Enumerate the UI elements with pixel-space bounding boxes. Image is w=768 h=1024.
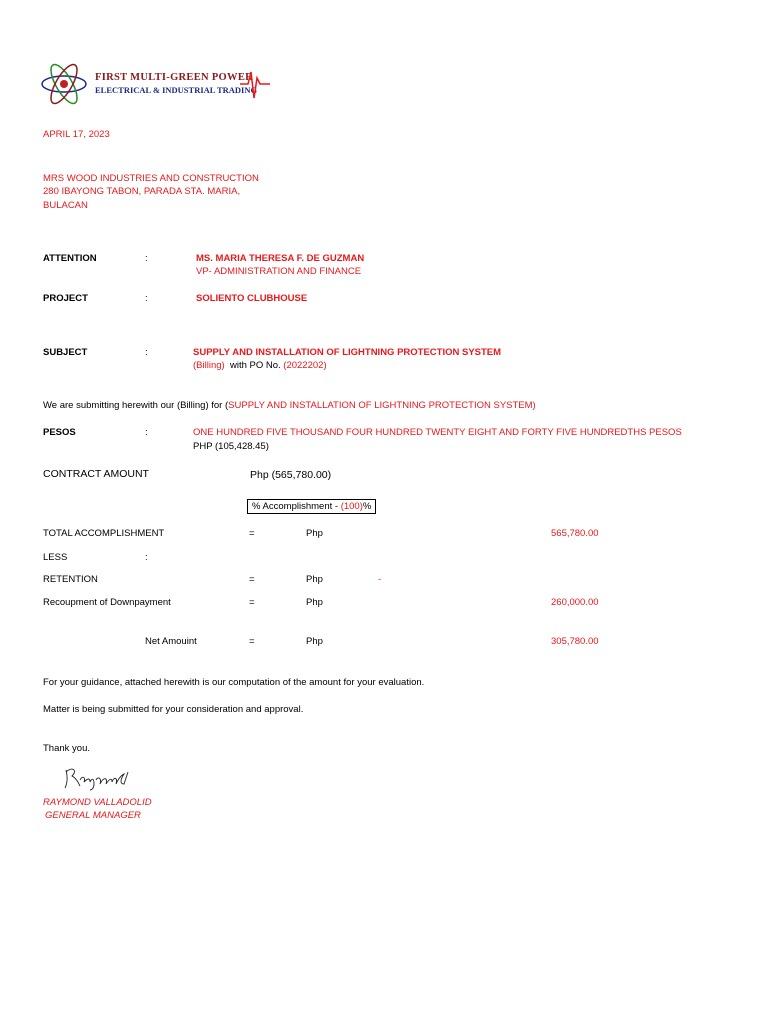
row-recoupment-currency: Php bbox=[306, 597, 323, 608]
row-retention-currency: Php bbox=[306, 574, 323, 585]
pesos-colon: : bbox=[145, 427, 148, 438]
row-less-colon: : bbox=[145, 552, 148, 563]
company-name: FIRST MULTI-GREEN POWER bbox=[95, 72, 254, 83]
atom-logo-icon bbox=[40, 60, 96, 108]
attention-name: MS. MARIA THERESA F. DE GUZMAN bbox=[196, 253, 365, 264]
row-recoupment-eq: = bbox=[249, 597, 255, 608]
pesos-label: PESOS bbox=[43, 427, 76, 438]
row-recoupment-value: 260,000.00 bbox=[551, 597, 599, 608]
accomplishment-box bbox=[247, 499, 376, 514]
row-net-value: 305,780.00 bbox=[551, 636, 599, 647]
contract-label: CONTRACT AMOUNT bbox=[43, 468, 149, 480]
thank-you-text: Thank you. bbox=[43, 743, 90, 754]
submission-subject: SUPPLY AND INSTALLATION OF LIGHTNING PROTECTION SYSTEM) bbox=[228, 400, 536, 411]
heartbeat-icon bbox=[240, 64, 270, 104]
accomplishment-prefix: % Accomplishment - bbox=[252, 501, 341, 512]
signatory-title: GENERAL MANAGER bbox=[45, 810, 141, 821]
with-po-label: with PO No. bbox=[229, 360, 281, 371]
accomplishment-suffix: % bbox=[362, 501, 372, 512]
recipient-address: 280 IBAYONG TABON, PARADA STA. MARIA, bbox=[43, 186, 241, 197]
subject-label: SUBJECT bbox=[43, 347, 88, 358]
row-net-label: Net Amouint bbox=[145, 636, 197, 647]
guidance-text: For your guidance, attached herewith is our computation of the amount for your evaluation. bbox=[43, 677, 425, 688]
recipient-company: MRS WOOD INDUSTRIES AND CONSTRUCTION bbox=[43, 173, 259, 184]
project-label: PROJECT bbox=[43, 293, 88, 304]
row-retention-eq: = bbox=[249, 574, 255, 585]
project-value: SOLIENTO CLUBHOUSE bbox=[196, 293, 308, 304]
row-total-value: 565,780.00 bbox=[551, 528, 599, 539]
row-net-currency: Php bbox=[306, 636, 323, 647]
recipient-province: BULACAN bbox=[43, 200, 88, 211]
attention-title: VP- ADMINISTRATION AND FINANCE bbox=[196, 266, 362, 277]
subject-value: SUPPLY AND INSTALLATION OF LIGHTNING PROTECTION SYSTEM bbox=[193, 347, 502, 358]
submission-prefix: We are submitting herewith our (Billing) for ( bbox=[43, 400, 229, 411]
row-net-eq: = bbox=[249, 636, 255, 647]
pesos-amount: PHP (105,428.45) bbox=[193, 441, 269, 452]
row-retention-value: - bbox=[378, 574, 382, 585]
signature-icon bbox=[62, 764, 132, 792]
row-total-eq: = bbox=[249, 528, 255, 539]
row-recoupment-label: Recoupment of Downpayment bbox=[43, 597, 171, 608]
submission-line bbox=[43, 400, 536, 411]
letter-date: APRIL 17, 2023 bbox=[43, 129, 110, 140]
row-less-label: LESS bbox=[43, 552, 68, 563]
matter-text: Matter is being submitted for your consideration and approval. bbox=[43, 704, 304, 715]
accomplishment-percent: (100) bbox=[340, 501, 363, 512]
po-number: (2022202) bbox=[283, 360, 327, 371]
subject-colon: : bbox=[145, 347, 148, 358]
row-total-label: TOTAL ACCOMPLISHMENT bbox=[43, 528, 165, 539]
contract-value: Php (565,780.00) bbox=[250, 469, 332, 481]
billing-tag: (Billing) bbox=[193, 360, 225, 371]
row-total-currency: Php bbox=[306, 528, 323, 539]
attention-label: ATTENTION bbox=[43, 253, 97, 264]
signatory-name: RAYMOND VALLADOLID bbox=[43, 797, 152, 808]
pesos-words: ONE HUNDRED FIVE THOUSAND FOUR HUNDRED TWENTY EIGHT AND FORTY FIVE HUNDREDTHS PESOS bbox=[193, 427, 682, 438]
company-logo bbox=[40, 60, 265, 108]
row-retention-label: RETENTION bbox=[43, 574, 98, 585]
attention-colon: : bbox=[145, 253, 148, 264]
company-tagline: ELECTRICAL & INDUSTRIAL TRADING bbox=[95, 85, 258, 95]
project-colon: : bbox=[145, 293, 148, 304]
subject-billing-line bbox=[193, 360, 327, 371]
